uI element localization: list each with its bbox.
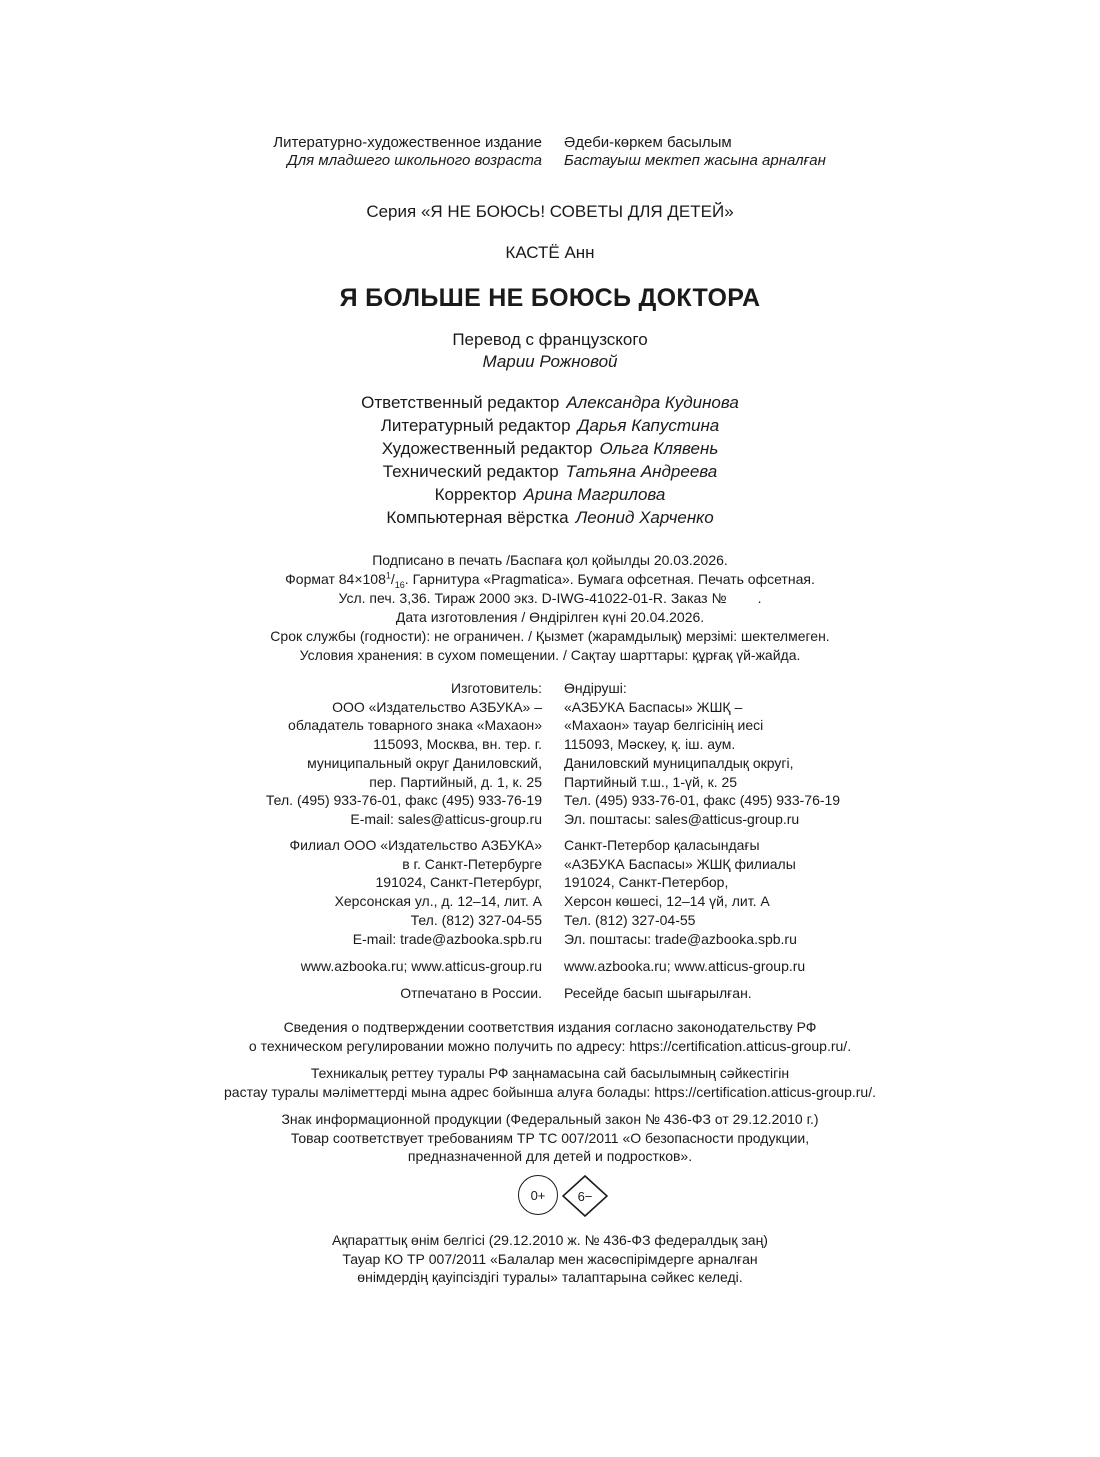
- certification-line: Техникалық реттеу туралы РФ заңнамасына сай басылымның сәйкестігін: [310, 1065, 790, 1081]
- branch-ru: [0, 836, 553, 948]
- info-sign-line: Ақпараттық өнім белгісі (29.12.2010 ж. № 436-ФЗ федералдық заң): [332, 1232, 768, 1248]
- info-sign-ru: [0, 1110, 1100, 1166]
- printed-in-label: Отпечатано в России.: [400, 985, 542, 1001]
- book-title: Я БОЛЬШЕ НЕ БОЮСЬ ДОКТОРА: [339, 284, 761, 312]
- branch-block: [0, 836, 1100, 948]
- manufacturer-line: пер. Партийный, д. 1, к. 25: [369, 773, 542, 790]
- format-suffix: . Гарнитура «Pragmatica». Бумага офсетная. Печать офсетная.: [404, 571, 815, 587]
- series-title: Серия «Я НЕ БОЮСЬ! СОВЕТЫ ДЛЯ ДЕТЕЙ»: [366, 202, 734, 221]
- editor-role: Художественный редактор: [381, 439, 593, 458]
- editor-row: [0, 460, 1100, 483]
- editor-role: Компьютерная вёрстка: [386, 508, 569, 527]
- editor-row: [0, 506, 1100, 529]
- websites-block: [0, 957, 1100, 976]
- websites-link[interactable]: www.azbooka.ru; www.atticus-group.ru: [300, 958, 542, 974]
- format-denominator: 16: [394, 579, 405, 590]
- format-numerator: 1: [385, 570, 391, 581]
- printed-in-kz: [553, 984, 1100, 1003]
- certification-line: растау туралы мәліметтерді мына адрес бойынша алуға болады: https://certification.atticus-group.ru/.: [224, 1083, 876, 1100]
- editor-name: Александра Кудинова: [566, 393, 739, 412]
- websites-link[interactable]: www.azbooka.ru; www.atticus-group.ru: [564, 958, 806, 974]
- editors-list: [0, 391, 1100, 529]
- manufacturer-email: E-mail: sales@atticus-group.ru: [350, 810, 542, 827]
- editor-role: Технический редактор: [382, 462, 559, 481]
- branch-line: Санкт-Петербор қаласындағы: [564, 837, 760, 853]
- edition-type-ru: [0, 134, 553, 170]
- editor-name: Татьяна Андреева: [565, 462, 718, 481]
- manufacturer-phone: Тел. (495) 933-76-01, факс (495) 933-76-19: [564, 792, 841, 809]
- branch-email: E-mail: trade@azbooka.spb.ru: [352, 930, 542, 947]
- info-sign-line: Знак информационной продукции (Федеральный закон № 436-ФЗ от 29.12.2010 г.): [281, 1111, 819, 1127]
- manufacturer-line: Изготовитель:: [451, 680, 542, 696]
- manufacturer-line: «Махаон» тауар белгісінің иесі: [564, 717, 764, 734]
- print-details: [0, 551, 1100, 665]
- age-group-label: Для младшего школьного возраста: [287, 152, 542, 169]
- age-circle-icon: [518, 1175, 558, 1215]
- branch-line: Филиал ООО «Издательство АЗБУКА»: [289, 837, 542, 853]
- branch-line: 191024, Санкт-Петербор,: [564, 874, 729, 891]
- editor-row: [0, 437, 1100, 460]
- printed-in-label: Ресейде басып шығарылған.: [564, 985, 752, 1001]
- age-group-label: Бастауыш мектеп жасына арналған: [564, 152, 826, 169]
- manufacturer-line: обладатель товарного знака «Махаон»: [288, 717, 542, 734]
- manufacturer-line: 115093, Мәскеу, қ. іш. аум.: [564, 736, 736, 753]
- editor-name: Ольга Клявень: [599, 439, 719, 458]
- manufacturer-line: Партийный т.ш., 1-үй, к. 25: [564, 773, 738, 790]
- printed-in-ru: [0, 984, 553, 1003]
- age-diamond-icon: [562, 1175, 608, 1217]
- branch-line: в г. Санкт-Петербурге: [402, 855, 542, 872]
- editor-row: [0, 391, 1100, 414]
- certification-line: Сведения о подтверждении соответствия издания согласно законодательству РФ: [283, 1019, 817, 1035]
- storage-conditions: Условия хранения: в сухом помещении. / Сақтау шарттары: құрғақ үй-жайда.: [299, 647, 801, 663]
- info-sign-line: Товар соответствует требованиям ТР ТС 007/2011 «О безопасности продукции,: [290, 1129, 810, 1146]
- editor-role: Литературный редактор: [380, 416, 571, 435]
- age-rating-signs: [518, 1175, 618, 1217]
- edition-type-kz: [553, 134, 1100, 170]
- info-sign-line: предназначенной для детей и подростков».: [407, 1148, 693, 1165]
- websites-ru: [0, 957, 553, 976]
- manufacturer-phone: Тел. (495) 933-76-01, факс (495) 933-76-19: [265, 792, 542, 809]
- branch-kz: [553, 836, 1100, 948]
- info-sign-kz: [0, 1231, 1100, 1287]
- manufacturer-line: «АЗБУКА Баспасы» ЖШҚ –: [564, 698, 743, 715]
- edition-type-label: Литературно-художественное издание: [273, 134, 542, 151]
- editor-name: Леонид Харченко: [575, 508, 714, 527]
- manufacturer-line: муниципальный округ Даниловский,: [307, 754, 542, 771]
- certification-ru: [0, 1018, 1100, 1055]
- service-life: Срок службы (годности): не ограничен. / Қызмет (жарамдылық) мерзімі: шектелмеген.: [270, 628, 830, 644]
- manufacturer-block: [0, 679, 1100, 829]
- author-name: КАСТЁ Анн: [505, 243, 595, 262]
- translation-credit: [0, 329, 1100, 373]
- signed-to-print: Подписано в печать /Баспаға қол қойылды 20.03.2026.: [372, 552, 728, 568]
- certification-line: о техническом регулировании можно получить по адресу: https://certification.atticus-group.ru/.: [248, 1037, 852, 1054]
- print-run: Усл. печ. 3,36. Тираж 2000 экз. D-IWG-41022-01-R. Заказ № .: [338, 590, 762, 606]
- branch-email: Эл. поштасы: trade@azbooka.spb.ru: [564, 930, 797, 947]
- translation-label: Перевод с французского: [452, 330, 648, 349]
- manufacturer-line: ООО «Издательство АЗБУКА» –: [332, 698, 542, 715]
- edition-type-label: Әдеби-көркем басылым: [564, 134, 732, 151]
- age-diamond-label: 6−: [577, 1188, 593, 1204]
- edition-type-block: [0, 134, 1100, 170]
- editor-role: Ответственный редактор: [361, 393, 560, 412]
- editor-role: Корректор: [434, 485, 517, 504]
- info-sign-line: Тауар КО ТР 007/2011 «Балалар мен жасөспірімдерге арналған: [342, 1250, 758, 1267]
- manufacturer-line: Өндіруші:: [564, 680, 627, 696]
- manufacturer-ru: [0, 679, 553, 829]
- certification-kz: [0, 1064, 1100, 1101]
- translator-name: Марии Рожновой: [482, 352, 618, 371]
- branch-line: Херсонская ул., д. 12–14, лит. А: [334, 893, 542, 910]
- branch-line: «АЗБУКА Баспасы» ЖШҚ филиалы: [564, 855, 796, 872]
- branch-line: 191024, Санкт-Петербург,: [375, 874, 542, 891]
- info-sign-line: өнімдердің қауіпсіздігі туралы» талаптарына сәйкес келеді.: [357, 1269, 743, 1286]
- manufacturer-email: Эл. поштасы: sales@atticus-group.ru: [564, 810, 800, 827]
- printed-in-block: [0, 984, 1100, 1003]
- branch-line: Херсон көшесі, 12–14 үй, лит. А: [564, 893, 770, 910]
- editor-row: [0, 414, 1100, 437]
- editor-row: [0, 483, 1100, 506]
- editor-name: Арина Магрилова: [523, 485, 666, 504]
- websites-kz: [553, 957, 1100, 976]
- age-circle-label: 0+: [530, 1187, 546, 1203]
- format-line: Формат $84\times 108^1/_{16}$. Гарнитура «Pragmatica». Бумага офсетная. Печать офсетная.: [285, 570, 815, 590]
- manufacture-date: Дата изготовления / Өндірілген күні 20.04.2026.: [395, 609, 705, 625]
- branch-phone: Тел. (812) 327-04-55: [410, 911, 542, 928]
- manufacturer-line: Даниловский муниципалдық округі,: [564, 754, 794, 771]
- manufacturer-kz: [553, 679, 1100, 829]
- format-prefix: Формат 84×108: [285, 571, 386, 587]
- branch-phone: Тел. (812) 327-04-55: [564, 911, 696, 928]
- manufacturer-line: 115093, Москва, вн. тер. г.: [373, 736, 542, 753]
- editor-name: Дарья Капустина: [577, 416, 720, 435]
